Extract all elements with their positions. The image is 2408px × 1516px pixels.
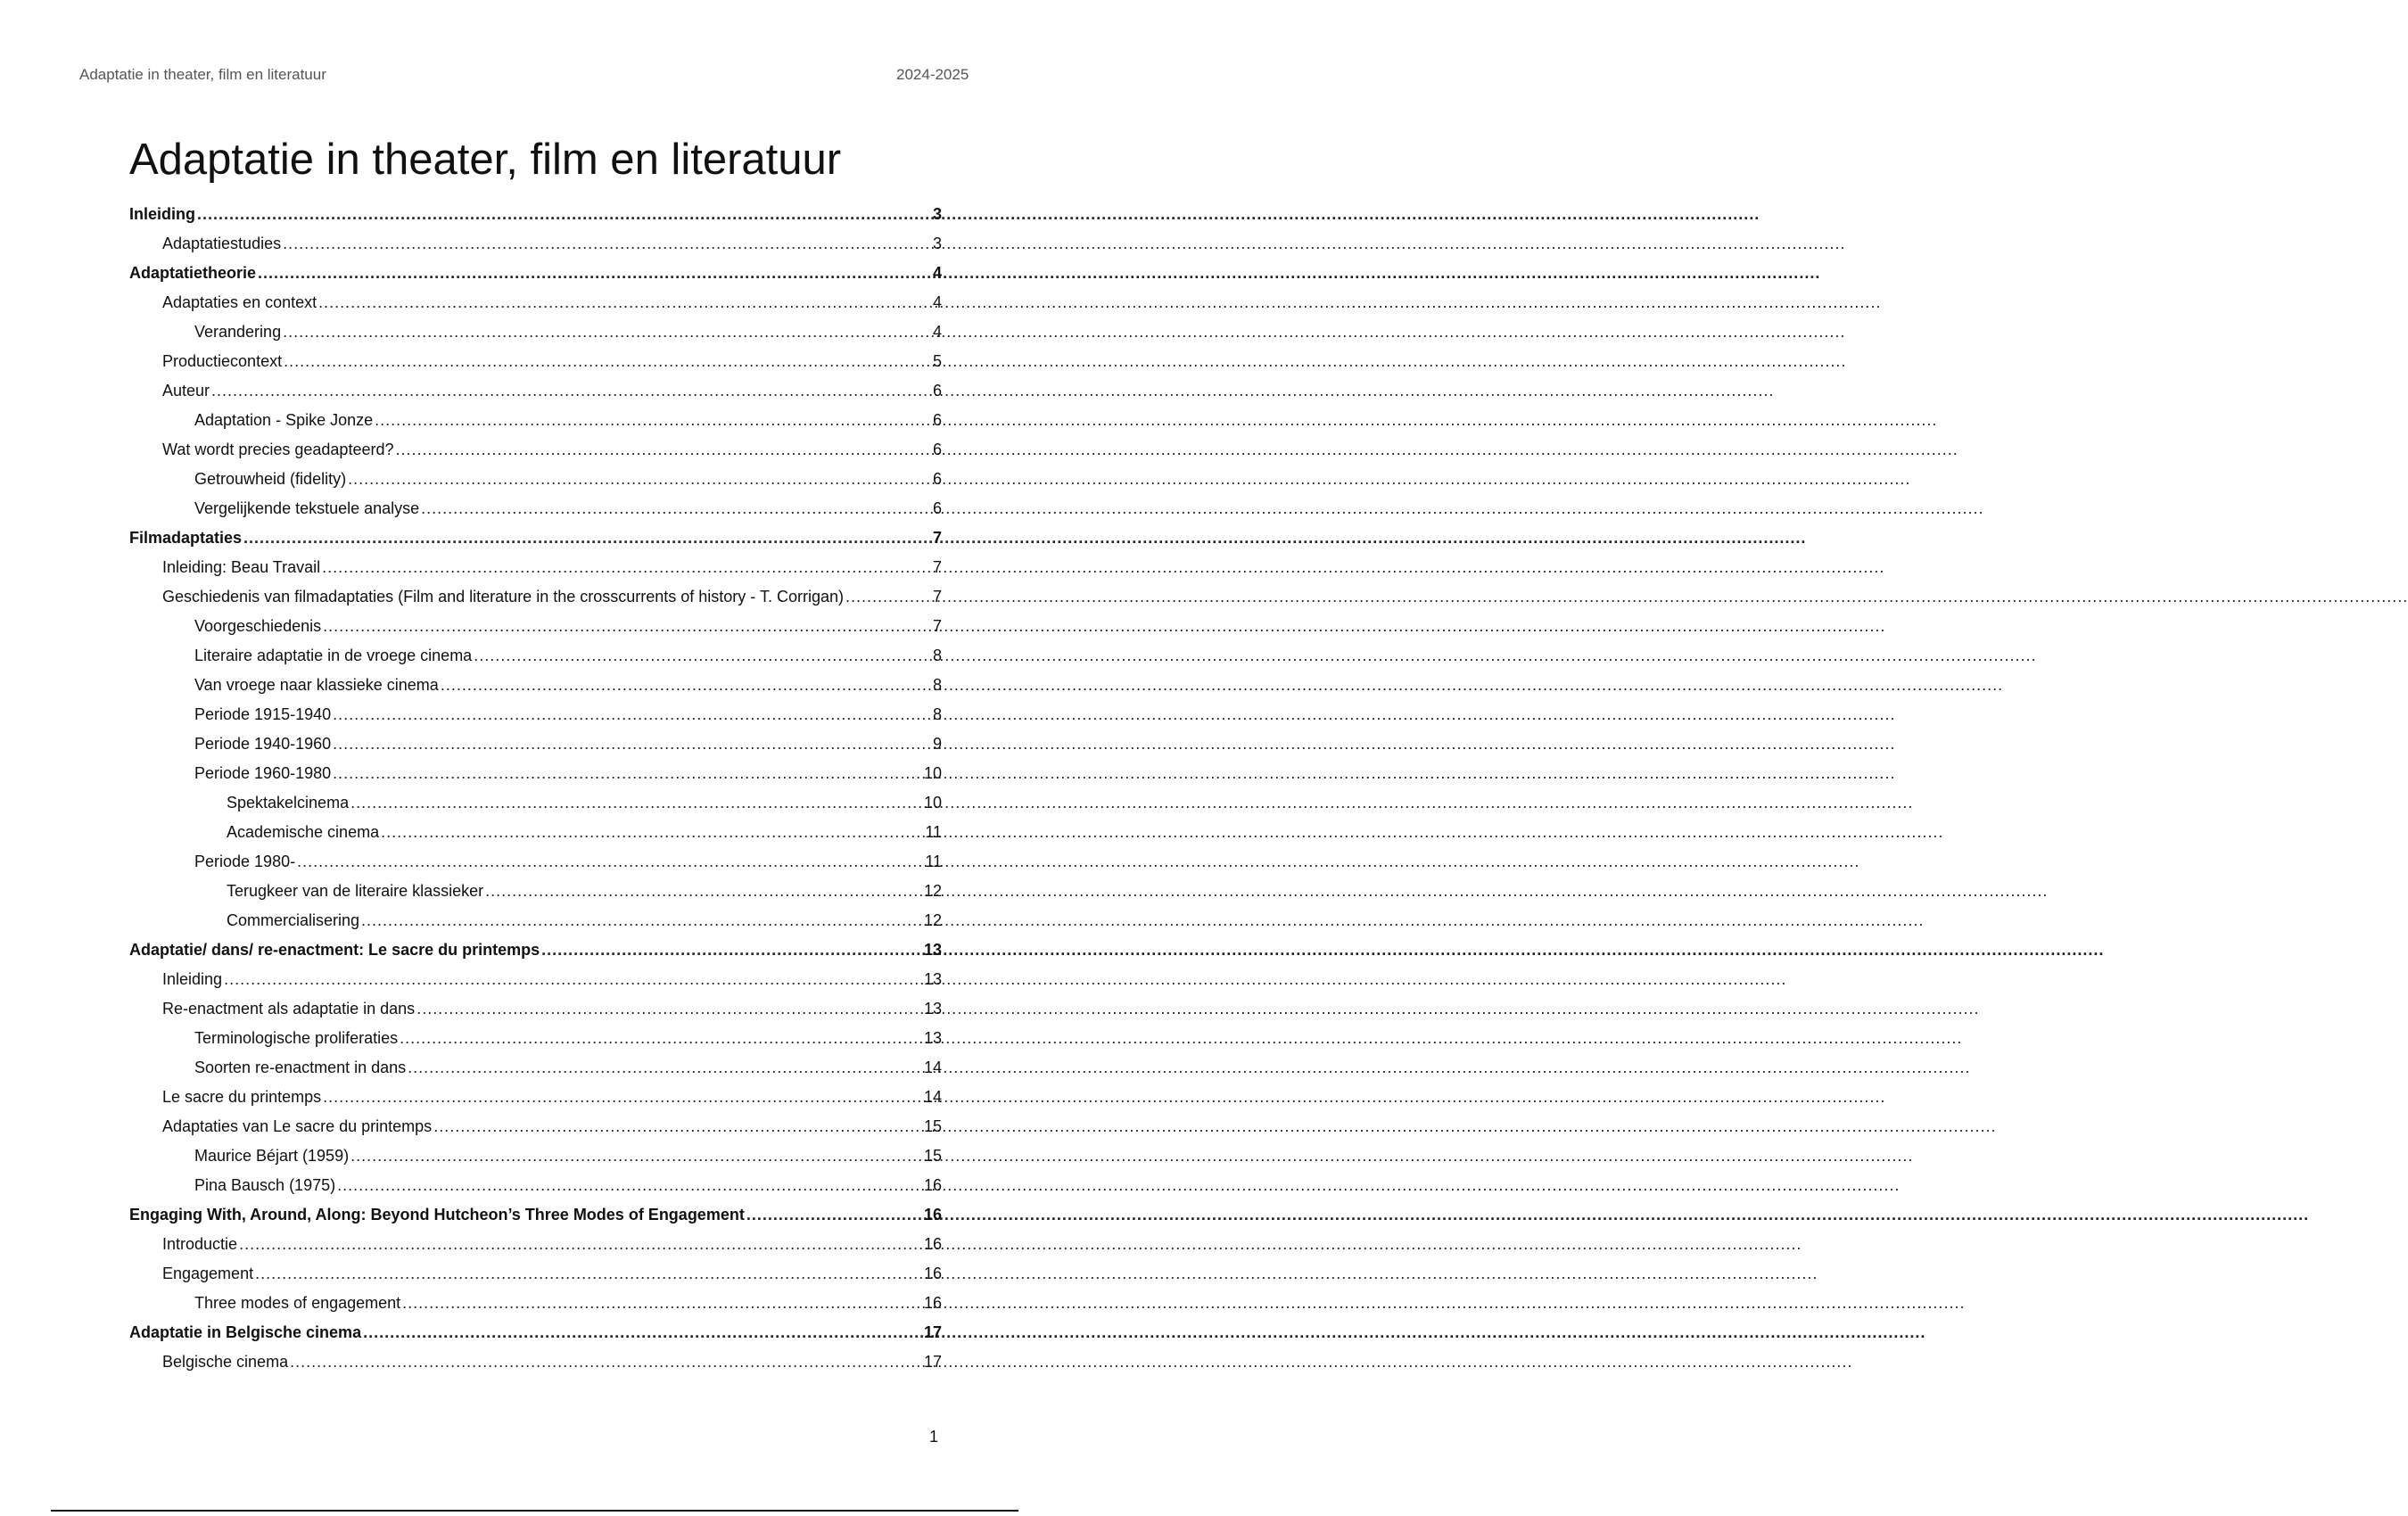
toc-entry-title: Productiecontext [162,352,283,370]
toc-entry-title: Filmadaptaties [129,529,243,547]
toc-leader-dots [474,641,931,671]
toc-entry[interactable] [129,1347,942,1377]
toc-entry-title: Auteur [162,382,210,400]
toc-entry-title: Adaptation - Spike Jonze [194,411,374,429]
toc-leader-dots [323,1083,922,1112]
toc-entry-page: 3 [932,235,942,252]
toc-leader-dots [283,229,931,259]
toc-leader-dots [211,376,931,406]
toc-leader-dots [348,465,931,494]
toc-leader-dots [746,1200,922,1230]
toc-entry-title: Inleiding [162,970,223,988]
toc-entry-title: Verandering [194,323,282,341]
toc-entry-page: 15 [923,1117,942,1135]
toc-leader-dots [421,494,931,523]
toc-entry-title: Literaire adaptatie in de vroege cinema [194,647,473,664]
toc-entry-page: 7 [932,558,942,576]
toc-entry-page: 8 [932,647,942,664]
toc-entry-page: 10 [923,794,942,812]
toc-entry-page: 4 [932,293,942,311]
toc-leader-dots [290,1347,922,1377]
toc-leader-dots [318,288,931,317]
toc-leader-dots [363,1318,922,1347]
toc-entry[interactable] [129,1230,942,1259]
toc-entry-page: 4 [932,264,942,282]
toc-entry-title: Vergelijkende tekstuele analyse [194,499,420,517]
toc-entry-title: Engagement [162,1265,254,1282]
toc-leader-dots [402,1289,922,1318]
toc-leader-dots [243,523,931,553]
toc-entry[interactable] [129,671,942,700]
toc-entry-page: 6 [932,499,942,517]
toc-entry[interactable] [129,494,942,523]
toc-entry[interactable] [129,1259,942,1289]
toc-entry-title: Adaptatiestudies [162,235,282,252]
toc-entry-title: Adaptaties en context [162,293,317,311]
toc-entry[interactable] [129,994,942,1024]
toc-entry-page: 6 [932,470,942,488]
toc-entry[interactable] [129,347,942,376]
toc-entry[interactable] [129,759,942,788]
toc-entry[interactable] [129,1083,942,1112]
toc-entry[interactable] [129,935,942,965]
toc-entry-page: 6 [932,441,942,458]
table-of-contents [129,200,942,1377]
toc-entry-title: Spektakelcinema [227,794,350,812]
toc-entry-title: Periode 1960-1980 [194,764,332,782]
toc-entry-page: 8 [932,705,942,723]
toc-entry[interactable] [129,465,942,494]
toc-entry-page: 4 [932,323,942,341]
toc-entry-title: Le sacre du printemps [162,1088,322,1106]
toc-entry[interactable] [129,1024,942,1053]
toc-entry-title: Adaptatie in Belgische cinema [129,1323,362,1341]
toc-entry-page: 16 [923,1265,942,1282]
toc-entry[interactable] [129,1289,942,1318]
toc-entry-title: Van vroege naar klassieke cinema [194,676,439,694]
toc-entry-title: Pina Bausch (1975) [194,1176,336,1194]
toc-entry-title: Voorgeschiedenis [194,617,322,635]
toc-entry-page: 12 [923,882,942,900]
toc-entry-page: 17 [923,1323,942,1341]
toc-entry-title: Commercialisering [227,911,360,929]
toc-leader-dots [395,435,931,465]
toc-leader-dots [323,612,931,641]
toc-entry-page: 6 [932,411,942,429]
toc-entry[interactable] [129,317,942,347]
toc-leader-dots [333,759,922,788]
toc-leader-dots [283,317,931,347]
toc-entry-page: 7 [932,617,942,635]
toc-entry[interactable] [129,818,942,847]
toc-entry-page: 12 [923,911,942,929]
toc-entry[interactable] [129,906,942,935]
toc-leader-dots [350,788,922,818]
toc-leader-dots [400,1024,922,1053]
toc-entry-title: Inleiding [129,205,195,223]
toc-entry-title: Adaptatietheorie [129,264,257,282]
toc-entry-title: Academische cinema [227,823,380,841]
toc-entry-page: 10 [923,764,942,782]
toc-entry[interactable] [129,1171,942,1200]
toc-entry-page: 11 [925,823,942,841]
toc-entry-page: 16 [923,1176,942,1194]
toc-entry[interactable] [129,847,942,877]
toc-entry[interactable] [129,406,942,435]
toc-leader-dots [433,1112,922,1141]
toc-leader-dots [297,847,923,877]
toc-entry[interactable] [129,700,942,729]
running-header-year: 2024-2025 [896,66,969,83]
toc-entry-title: Terugkeer van de literaire klassieker [227,882,484,900]
toc-entry[interactable] [129,641,942,671]
toc-leader-dots [416,994,922,1024]
toc-entry[interactable] [129,612,942,641]
toc-entry-page: 14 [923,1088,942,1106]
toc-leader-dots [239,1230,922,1259]
toc-entry[interactable] [129,259,942,288]
toc-entry-title: Three modes of engagement [194,1294,401,1312]
toc-entry-title: Periode 1940-1960 [194,735,332,753]
toc-entry[interactable] [129,553,942,582]
toc-entry-page: 17 [923,1353,942,1371]
toc-entry-title: Engaging With, Around, Along: Beyond Hutcheon’s Three Modes of Engagement [129,1206,745,1224]
running-header-title: Adaptatie in theater, film en literatuur [79,66,326,83]
toc-entry-title: Geschiedenis van filmadaptaties (Film and literature in the crosscurrents of history - T. Corrigan) [162,588,844,606]
page-number: 1 [929,1428,939,1446]
toc-entry-title: Introductie [162,1235,238,1253]
toc-entry-page: 5 [932,352,942,370]
toc-entry[interactable] [129,1318,942,1347]
toc-leader-dots [333,700,931,729]
toc-entry-title: Maurice Béjart (1959) [194,1147,350,1165]
toc-entry-page: 16 [923,1235,942,1253]
toc-entry-title: Periode 1980- [194,853,296,870]
toc-entry[interactable] [129,729,942,759]
toc-entry-title: Soorten re-enactment in dans [194,1059,407,1076]
toc-leader-dots [333,729,931,759]
toc-entry[interactable] [129,1053,942,1083]
toc-leader-dots [284,347,931,376]
toc-entry-page: 9 [932,735,942,753]
toc-entry[interactable] [129,435,942,465]
toc-entry-title: Adaptaties van Le sacre du printemps [162,1117,433,1135]
toc-leader-dots [337,1171,922,1200]
toc-entry-page: 7 [932,529,942,547]
toc-leader-dots [441,671,931,700]
toc-entry[interactable] [129,200,942,229]
toc-leader-dots [350,1141,922,1171]
toc-leader-dots [322,553,931,582]
toc-entry-page: 6 [932,382,942,400]
toc-entry[interactable] [129,1112,942,1141]
toc-entry-title: Belgische cinema [162,1353,289,1371]
toc-leader-dots [845,582,931,612]
toc-entry-page: 13 [923,1000,942,1018]
toc-leader-dots [381,818,923,847]
toc-leader-dots [408,1053,922,1083]
toc-entry-title: Re-enactment als adaptatie in dans [162,1000,416,1018]
toc-leader-dots [541,935,922,965]
toc-entry[interactable] [129,582,942,612]
toc-entry-title: Inleiding: Beau Travail [162,558,321,576]
bottom-rule [51,1510,1018,1512]
toc-entry[interactable] [129,1200,942,1230]
toc-entry[interactable] [129,877,942,906]
toc-leader-dots [361,906,922,935]
toc-entry-page: 13 [923,970,942,988]
toc-entry[interactable] [129,229,942,259]
toc-entry-page: 7 [932,588,942,606]
toc-entry-page: 8 [932,676,942,694]
toc-entry-page: 14 [923,1059,942,1076]
toc-leader-dots [255,1259,922,1289]
toc-entry-title: Wat wordt precies geadapteerd? [162,441,394,458]
toc-entry-page: 13 [923,941,942,959]
toc-entry-page: 16 [923,1206,942,1224]
page-title: Adaptatie in theater, film en literatuur [129,136,842,184]
toc-entry[interactable] [129,288,942,317]
toc-entry-page: 16 [923,1294,942,1312]
toc-leader-dots [375,406,931,435]
toc-entry-page: 13 [923,1029,942,1047]
toc-entry-title: Adaptatie/ dans/ re-enactment: Le sacre du printemps [129,941,540,959]
toc-entry-page: 11 [925,853,942,870]
toc-entry[interactable] [129,788,942,818]
toc-leader-dots [197,200,931,229]
toc-entry-title: Periode 1915-1940 [194,705,332,723]
toc-entry[interactable] [129,965,942,994]
toc-entry-page: 15 [923,1147,942,1165]
toc-entry-title: Getrouwheid (fidelity) [194,470,347,488]
toc-entry[interactable] [129,1141,942,1171]
toc-entry[interactable] [129,523,942,553]
toc-leader-dots [258,259,931,288]
toc-leader-dots [224,965,922,994]
toc-entry[interactable] [129,376,942,406]
toc-entry-page: 3 [932,205,942,223]
toc-leader-dots [485,877,922,906]
toc-entry-title: Terminologische proliferaties [194,1029,399,1047]
